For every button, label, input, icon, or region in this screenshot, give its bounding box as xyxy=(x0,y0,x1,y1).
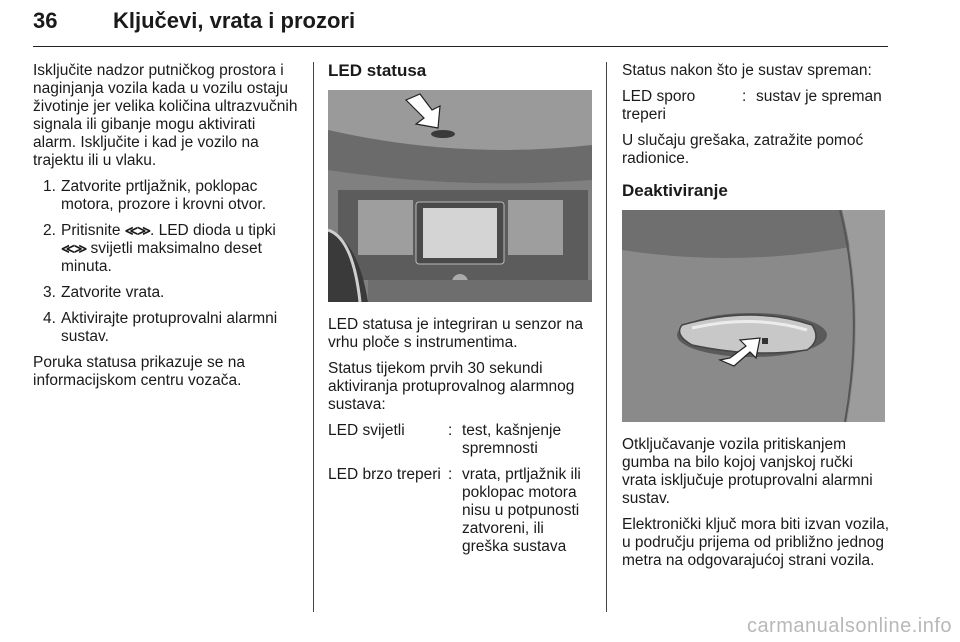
status-sep: : xyxy=(448,422,453,439)
step-text: Aktivirajte protuprovalni alarmni sustav. xyxy=(61,310,278,345)
status-intro: Status tijekom prvih 30 sekundi aktiviranja protuprovalnog alarmnog sustava: xyxy=(328,360,575,413)
step-number: 3. xyxy=(43,284,56,301)
section-heading: LED statusa xyxy=(328,61,427,80)
led-description: LED statusa je integriran u senzor na vrhu ploče s instrumentima. xyxy=(328,316,584,351)
alarm-sensor-icon: ≪≫ xyxy=(124,223,150,238)
intro-paragraph: Isključite nadzor putničkog prostora i naginjanja vozila kada u vozilu ostaju životinje jer velika količina ultrazvučnih signala ili gibanje mogu aktivirati alarm. Isključite i kad je vozilo na trajektu ili u vlaku. xyxy=(33,62,298,169)
chapter-title: Ključevi, vrata i prozori xyxy=(113,8,356,33)
status-row xyxy=(328,466,593,556)
status-label: LED sporo treperi xyxy=(622,88,696,123)
page-number: 36 xyxy=(33,8,58,33)
column-1 xyxy=(33,62,301,398)
step-number: 2. xyxy=(43,222,56,239)
page-header xyxy=(33,6,888,47)
ready-status-intro: Status nakon što je sustav spreman: xyxy=(622,62,872,79)
key-paragraph: Elektronički ključ mora biti izvan vozila, u području prijema od približno jednog metra na odgovarajućoj strani vozila. xyxy=(622,516,890,569)
step-number: 1. xyxy=(43,178,56,195)
status-label: LED brzo treperi xyxy=(328,466,441,483)
column-divider xyxy=(606,62,607,612)
dashboard-illustration xyxy=(328,90,592,302)
step-item xyxy=(43,222,301,276)
dashboard-image xyxy=(328,90,592,302)
status-value: sustav je spreman xyxy=(756,88,882,105)
step-text: Zatvorite prtljažnik, poklopac motora, prozore i krovni otvor. xyxy=(61,178,267,213)
watermark: carmanualsonline.info xyxy=(746,615,952,637)
status-label: LED svijetli xyxy=(328,422,405,439)
status-sep: : xyxy=(742,88,747,105)
section-heading: Deaktiviranje xyxy=(622,181,728,200)
error-paragraph: U slučaju grešaka, zatražite pomoć radionice. xyxy=(622,132,864,167)
status-row xyxy=(622,88,890,124)
status-value: vrata, prtljažnik ili poklopac motora nisu u potpunosti zatvoreni, ili greška sustava xyxy=(462,466,581,555)
step-text: Pritisnite ≪≫. LED dioda u tipki ≪≫ svijetli maksimalno deset minuta. xyxy=(61,222,276,275)
door-handle-image xyxy=(622,210,885,422)
step-item xyxy=(43,310,301,346)
status-row xyxy=(328,422,593,458)
column-2 xyxy=(328,62,593,564)
door-handle-illustration xyxy=(622,210,885,422)
status-value: test, kašnjenje spremnosti xyxy=(462,422,562,457)
step-number: 4. xyxy=(43,310,56,327)
unlock-paragraph: Otključavanje vozila pritiskanjem gumba na bilo kojoj vanjskoj ručki vrata isključuje protuprovalni alarmni sustav. xyxy=(622,436,873,507)
step-item xyxy=(43,284,301,302)
column-divider xyxy=(313,62,314,612)
step-text: Zatvorite vrata. xyxy=(61,284,165,301)
status-sep: : xyxy=(448,466,453,483)
step-item xyxy=(43,178,301,214)
alarm-sensor-icon: ≪≫ xyxy=(61,241,87,256)
column-3 xyxy=(622,62,890,578)
outro-paragraph: Poruka statusa prikazuje se na informacijskom centru vozača. xyxy=(33,354,245,389)
